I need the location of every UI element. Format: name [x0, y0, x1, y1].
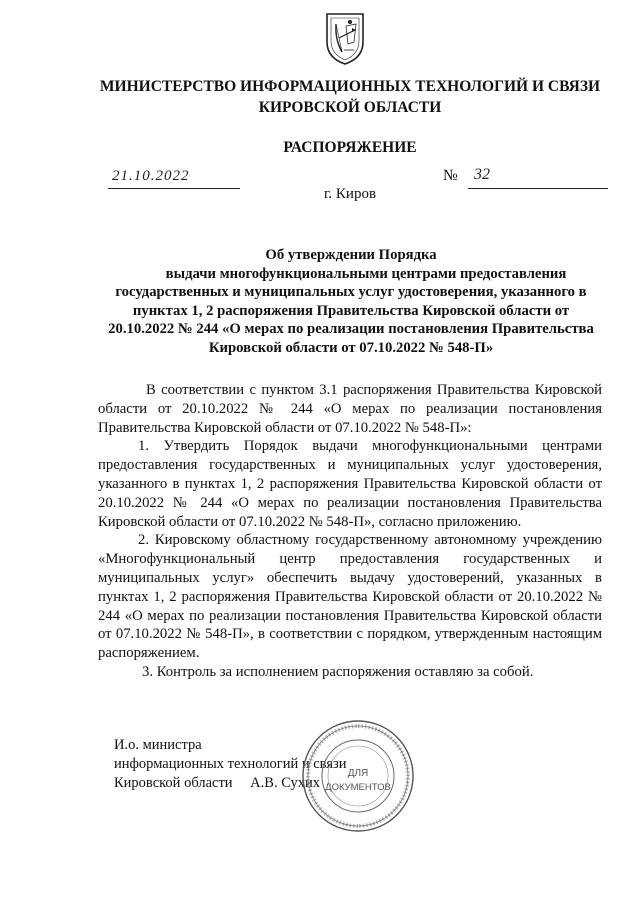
intro-paragraph: В соответствии с пунктом 3.1 распоряжения Правительства Кировской области от 20.10.2022 № 244 «О мерах по реализации постановления Правительства Кировской области от 07.10.2022 № 548-П»: — [98, 382, 602, 436]
signer-position-continued: информационных технологий и связи — [114, 756, 347, 772]
organization-name: МИНИСТЕРСТВО ИНФОРМАЦИОННЫХ ТЕХНОЛОГИЙ И СВЯЗИ КИРОВСКОЙ ОБЛАСТИ — [99, 78, 601, 116]
document-number: 32 — [474, 166, 490, 183]
city: г. Киров — [323, 186, 377, 202]
document-type: РАСПОРЯЖЕНИЕ — [283, 139, 417, 156]
signer-region: Кировской области — [114, 775, 233, 791]
stamp-text-line1: ДЛЯ — [347, 768, 369, 779]
title-line: Об утверждении Порядка — [265, 247, 437, 263]
item-3-paragraph: 3. Контроль за исполнением распоряжения оставляю за собой. — [142, 663, 534, 680]
coat-of-arms-icon — [322, 10, 368, 66]
item-1-paragraph: 1. Утвердить Порядок выдачи многофункциональными центрами предоставления государственных и муниципальных услуг удостоверения, указанного в пунктах 1, 2 распоряжения Правительства Кировской области от 20.10.2022 № 244 «О мерах по реализации постановления Правительства Кировской области от 07.10.2022 № 548-П», согласно приложению. — [98, 438, 602, 530]
document-body — [98, 381, 602, 682]
document-title — [96, 246, 606, 358]
title-line: пунктах 1, 2 распоряжения Правительства Кировской области от — [132, 302, 570, 319]
signer-position: И.о. министра — [114, 737, 202, 753]
title-line: Кировской области от 07.10.2022 № 548-П» — [208, 339, 494, 356]
stamp-text-line2: ДОКУМЕНТОВ — [325, 782, 391, 793]
title-line: 20.10.2022 № 244 «О мерах по реализации постановления Правительства — [108, 321, 594, 338]
round-stamp-icon — [300, 718, 416, 834]
title-line: государственных и муниципальных услуг удостоверения, указанного в — [115, 284, 587, 301]
title-line: выдачи многофункциональными центрами предоставления — [165, 265, 567, 282]
signer-name: А.В. Сухих — [250, 775, 321, 791]
number-sign: № — [443, 167, 458, 184]
item-2-paragraph: 2. Кировскому областному государственному автономному учреждению «Многофункциональный центр предоставления государственных и муниципальных услуг» обеспечить выдачу удостоверений, указанных в пунктах 1, 2 распоряжения Правительства Кировской области от 20.10.2022 № 244 «О мерах по реализации постановления Правительства Кировской области от 07.10.2022 № 548-П», в соответствии с порядком, утвержденным настоящим распоряжением. — [98, 532, 602, 662]
document-date: 21.10.2022 — [112, 168, 190, 184]
